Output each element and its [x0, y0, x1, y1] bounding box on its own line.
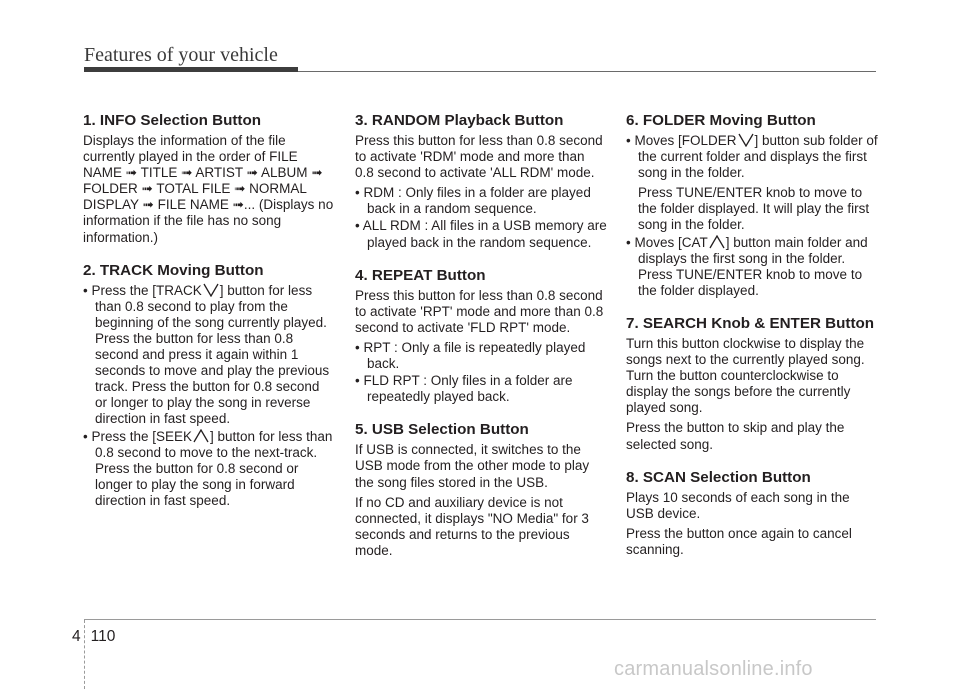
section-2-list [83, 283, 335, 509]
section-6-list [626, 133, 878, 299]
column-2 [355, 112, 607, 563]
column-3 [626, 112, 878, 562]
section-8-p2: Press the button once again to cancel scanning. [626, 525, 852, 557]
section-7-p2: Press the button to skip and play the selected song. [626, 420, 845, 452]
watermark: carmanualsonline.info [614, 658, 813, 680]
section-7-title: 7. SEARCH Knob & ENTER Button [626, 314, 875, 332]
column-1 [83, 112, 335, 513]
list-item: • RDM : Only files in a folder are played back in a random sequence. [355, 185, 591, 217]
section-5-title: 5. USB Selection Button [355, 421, 529, 439]
section-1-title: 1. INFO Selection Button [83, 112, 262, 129]
section-8-p1: Plays 10 seconds of each song in the USB device. [626, 489, 850, 521]
section-5-p1: If USB is connected, it switches to the USB mode from the other mode to play the song files stored in the USB. [355, 442, 590, 490]
section-2-title: 2. TRACK Moving Button [83, 261, 264, 279]
section-8-title: 8. SCAN Selection Button [626, 468, 811, 486]
header-bar [84, 67, 298, 72]
section-number: 4 [72, 628, 81, 645]
chevron-up-icon [708, 235, 726, 249]
header-rule [298, 71, 876, 72]
list-item: • Moves [CAT ] button main folder and displays the first song in the folder. Press TUNE/ENTER knob to move to the folder displayed. [626, 234, 868, 298]
section-5-p2: If no CD and auxiliary device is not connected, it displays "NO Media" for 3 seconds and returns to the previous mode. [355, 494, 589, 558]
footer-rule [84, 619, 876, 620]
list-item: • Moves [FOLDER ] button sub folder of the current folder and displays the first song in the folder. Press TUNE/ENTER knob to move to the folder displayed. It will play the first song in the folder. [626, 133, 878, 233]
section-1-body: Displays the information of the file currently played in the order of FILE NAME ➟ TITLE ➟ ARTIST ➟ ALBUM ➟ FOLDER ➟ TOTAL FILE ➟ NORMAL DISPLAY ➟ FILE NAME ➟... (Displays no information if the file has no song information.) [83, 133, 334, 245]
section-3-list [355, 185, 607, 250]
section-3-title: 3. RANDOM Playback Button [355, 112, 564, 129]
chevron-up-icon [192, 429, 210, 443]
chevron-down-icon [737, 133, 755, 147]
section-6-title: 6. FOLDER Moving Button [626, 112, 816, 129]
page-number [72, 628, 115, 646]
list-item: • FLD RPT : Only files in a folder are repeatedly played back. [355, 373, 573, 405]
section-4-list [355, 340, 607, 405]
list-item: • ALL RDM : All files in a USB memory are played back in the random sequence. [355, 218, 607, 250]
section-4-title: 4. REPEAT Button [355, 266, 486, 284]
list-item: • Press the [TRACK ] button for less than 0.8 second to play from the beginning of the song currently played. Press the button for less than 0.8 second and press it again within 1 seconds to move and play the previous track. Press the button for 0.8 second or longer to play the song in reverse direction in fast speed. [83, 282, 330, 427]
list-item: • Press the [SEEK ] button for less than 0.8 second to move to the next-track. Press the button for 0.8 second or longer to play the song in forward direction in fast speed. [83, 428, 333, 508]
page-header-title: Features of your vehicle [84, 44, 278, 66]
section-4-body: Press this button for less than 0.8 second to activate 'RPT' mode and more than 0.8 second to activate 'FLD RPT' mode. [355, 287, 604, 335]
section-7-p1: Turn this button clockwise to display the songs next to the currently played song. Turn the button counterclockwise to display the songs before the currently played song. [626, 335, 865, 416]
page-number-value: 110 [90, 628, 116, 645]
section-3-body: Press this button for less than 0.8 second to activate 'RDM' mode and more than 0.8 second to activate 'ALL RDM' mode. [355, 133, 603, 181]
list-item: • RPT : Only a file is repeatedly played back. [355, 339, 586, 372]
chevron-down-icon [202, 283, 220, 297]
